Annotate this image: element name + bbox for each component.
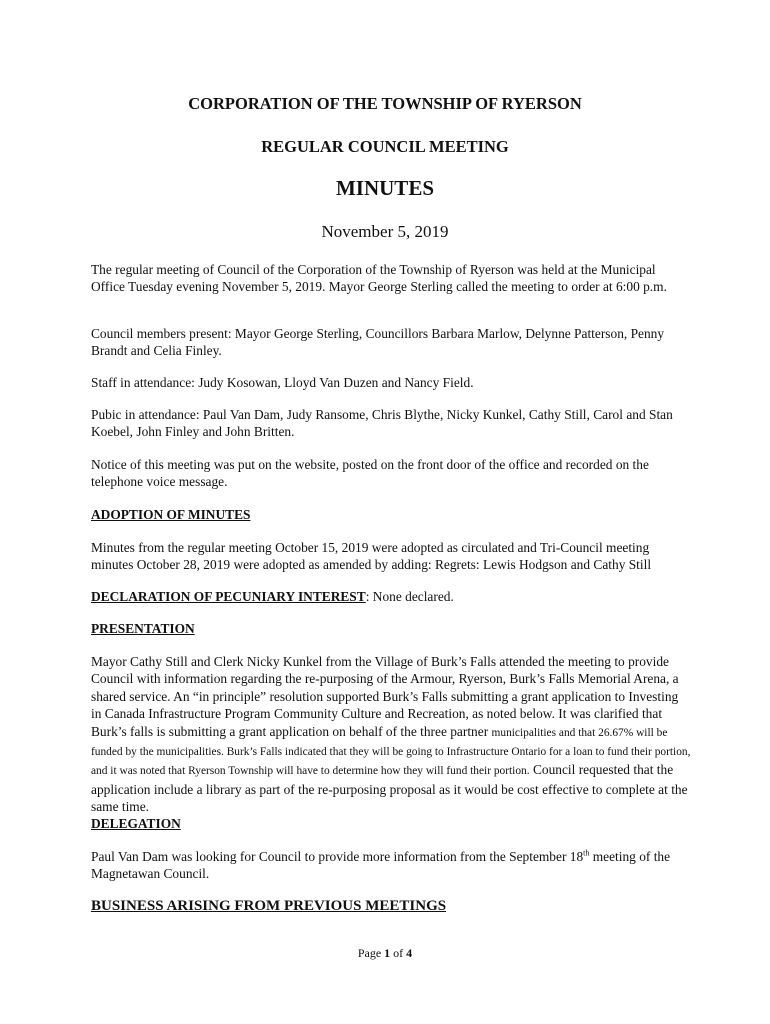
presentation-text-c: Council requested that the application include a library as part of the re-purposing proposal as it would be cost effective to complete at the same time. — [91, 762, 688, 815]
footer-of-label: of — [390, 946, 407, 960]
opening-paragraph: The regular meeting of Council of the Corporation of the Township of Ryerson was held at the Municipal Office Tuesday evening November 5, 2019. Mayor George Sterling called the meeting to order at 6:00 p.m. — [91, 262, 667, 295]
page-footer — [0, 946, 770, 961]
delegation-heading: DELEGATION — [91, 816, 181, 831]
footer-page-total: 4 — [406, 946, 413, 960]
presentation-text-a: Mayor Cathy Still and Clerk Nicky Kunkel from the Village of Burk’s Falls attended the meeting to provide Council with information regarding the re-purposing of the Armour, Ryerson, Burk’s Falls Memorial Arena, a shared service. An “in principle” resolution supported Burk’s Falls submitting a grant application to Investing in Canada Infrastructure Program Community Culture and Recreation, as noted below. It was clarified that Burk’s falls is submitting a grant application on behalf of the three partner — [91, 654, 679, 739]
footer-page-label: Page — [357, 946, 385, 960]
meeting-title: REGULAR COUNCIL MEETING — [261, 137, 509, 156]
staff-paragraph: Staff in attendance: Judy Kosowan, Lloyd Van Duzen and Nancy Field. — [91, 375, 474, 390]
footer-page-num: 1 — [384, 946, 391, 960]
council-present-paragraph: Council members present: Mayor George Sterling, Councillors Barbara Marlow, Delynne Patterson, Penny Brandt and Celia Finley. — [91, 326, 665, 359]
presentation-paragraph — [91, 653, 691, 816]
business-heading: BUSINESS ARISING FROM PREVIOUS MEETINGS — [91, 898, 447, 914]
delegation-sup: th — [583, 848, 590, 858]
public-paragraph: Pubic in attendance: Paul Van Dam, Judy Ransome, Chris Blythe, Nicky Kunkel, Cathy Still, Carol and Stan Koebel, John Finley and John Britten. — [91, 407, 673, 440]
declaration-text: : None declared. — [365, 589, 454, 604]
org-title: CORPORATION OF THE TOWNSHIP OF RYERSON — [188, 94, 582, 113]
delegation-text-pre: Paul Van Dam was looking for Council to provide more information from the September 18 — [91, 849, 584, 864]
presentation-text-b: municipalities and that 26.67% will be funded by the municipalities. Burk’s Falls indicated that they will be going to Infrastructure Ontario for a loan to fund their portion, and it was noted that Ryerson Township will have to determine how they will fund their portion. — [91, 726, 691, 778]
presentation-heading: PRESENTATION — [91, 621, 195, 636]
delegation-paragraph — [91, 848, 691, 883]
delegation-text-post: meeting of the Magnetawan Council. — [91, 849, 671, 882]
notice-paragraph: Notice of this meeting was put on the website, posted on the front door of the office and recorded on the telephone voice message. — [91, 457, 649, 490]
declaration-heading: DECLARATION OF PECUNIARY INTEREST — [91, 589, 366, 604]
adoption-heading: ADOPTION OF MINUTES — [91, 507, 251, 522]
adoption-paragraph: Minutes from the regular meeting October 15, 2019 were adopted as circulated and Tri-Council meeting minutes October 28, 2019 were adopted as amended by adding: Regrets: Lewis Hodgson and Cathy Still — [91, 540, 652, 573]
doc-type-title: MINUTES — [335, 176, 435, 200]
declaration-line — [91, 588, 691, 605]
meeting-date: November 5, 2019 — [321, 222, 449, 241]
